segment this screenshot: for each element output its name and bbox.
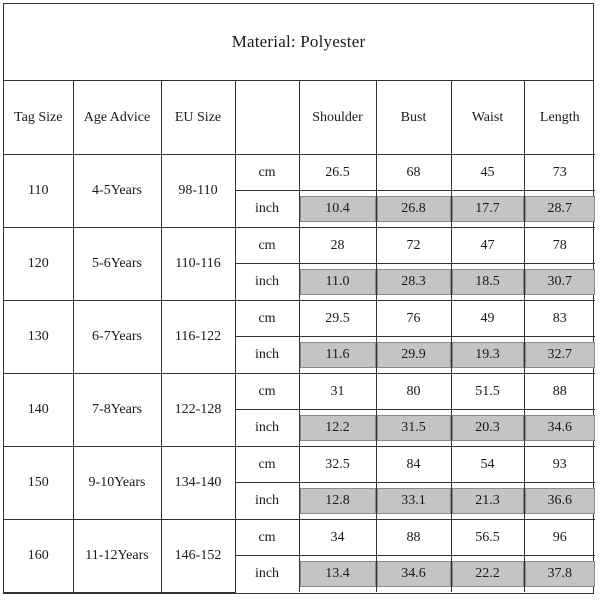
eu-size-cell: 116-122 (161, 301, 235, 374)
header-eu-size: EU Size (161, 81, 235, 155)
shoulder-inch-value: 11.6 (300, 342, 376, 368)
shoulder-inch-cell (299, 191, 376, 228)
table-row-cm (4, 520, 595, 556)
length-inch-value: 28.7 (525, 196, 596, 222)
shoulder-inch-cell (299, 556, 376, 593)
unit-inch-cell: inch (235, 483, 299, 520)
length-cm-cell: 73 (524, 155, 595, 191)
size-chart (3, 3, 594, 594)
age-advice-cell: 9-10Years (73, 447, 161, 520)
unit-cm-cell: cm (235, 447, 299, 483)
age-advice-cell: 11-12Years (73, 520, 161, 593)
bust-inch-value: 31.5 (377, 415, 451, 441)
unit-inch-cell: inch (235, 191, 299, 228)
header-age-advice: Age Advice (73, 81, 161, 155)
waist-inch-cell (451, 191, 524, 228)
length-inch-cell (524, 337, 595, 374)
unit-inch-cell: inch (235, 337, 299, 374)
length-inch-cell (524, 556, 595, 593)
age-advice-cell: 4-5Years (73, 155, 161, 228)
bust-inch-value: 33.1 (377, 488, 451, 514)
waist-cm-cell: 45 (451, 155, 524, 191)
waist-inch-cell (451, 337, 524, 374)
length-cm-cell: 96 (524, 520, 595, 556)
eu-size-cell: 134-140 (161, 447, 235, 520)
bust-inch-cell (376, 483, 451, 520)
tag-size-cell: 110 (4, 155, 73, 228)
bust-cm-cell: 68 (376, 155, 451, 191)
waist-cm-cell: 49 (451, 301, 524, 337)
header-unit (235, 81, 299, 155)
unit-inch-cell: inch (235, 556, 299, 593)
eu-size-cell: 110-116 (161, 228, 235, 301)
length-inch-cell (524, 483, 595, 520)
bust-inch-cell (376, 191, 451, 228)
length-cm-cell: 88 (524, 374, 595, 410)
shoulder-inch-value: 12.8 (300, 488, 376, 514)
waist-inch-cell (451, 264, 524, 301)
length-cm-cell: 83 (524, 301, 595, 337)
shoulder-inch-cell (299, 483, 376, 520)
age-advice-cell: 7-8Years (73, 374, 161, 447)
bust-cm-cell: 80 (376, 374, 451, 410)
tag-size-cell: 150 (4, 447, 73, 520)
unit-inch-cell: inch (235, 264, 299, 301)
waist-inch-value: 20.3 (452, 415, 524, 441)
waist-inch-value: 22.2 (452, 561, 524, 587)
table-row-cm (4, 155, 595, 191)
header-bust: Bust (376, 81, 451, 155)
bust-cm-cell: 84 (376, 447, 451, 483)
unit-cm-cell: cm (235, 228, 299, 264)
bust-cm-cell: 88 (376, 520, 451, 556)
tag-size-cell: 140 (4, 374, 73, 447)
size-table (4, 81, 595, 593)
bust-inch-value: 26.8 (377, 196, 451, 222)
bust-inch-cell (376, 264, 451, 301)
bust-inch-value: 34.6 (377, 561, 451, 587)
length-inch-value: 32.7 (525, 342, 596, 368)
eu-size-cell: 122-128 (161, 374, 235, 447)
eu-size-cell: 98-110 (161, 155, 235, 228)
length-inch-cell (524, 264, 595, 301)
header-row (4, 81, 595, 155)
shoulder-inch-value: 12.2 (300, 415, 376, 441)
tag-size-cell: 120 (4, 228, 73, 301)
unit-cm-cell: cm (235, 301, 299, 337)
header-tag-size: Tag Size (4, 81, 73, 155)
shoulder-cm-cell: 29.5 (299, 301, 376, 337)
waist-inch-cell (451, 410, 524, 447)
eu-size-cell: 146-152 (161, 520, 235, 593)
tag-size-cell: 130 (4, 301, 73, 374)
bust-inch-cell (376, 337, 451, 374)
material-title: Material: Polyester (4, 4, 593, 81)
age-advice-cell: 5-6Years (73, 228, 161, 301)
header-waist: Waist (451, 81, 524, 155)
bust-cm-cell: 76 (376, 301, 451, 337)
table-row-cm (4, 447, 595, 483)
length-inch-value: 34.6 (525, 415, 596, 441)
unit-cm-cell: cm (235, 520, 299, 556)
table-row-cm (4, 301, 595, 337)
shoulder-inch-value: 13.4 (300, 561, 376, 587)
shoulder-inch-cell (299, 337, 376, 374)
bust-inch-cell (376, 556, 451, 593)
waist-cm-cell: 51.5 (451, 374, 524, 410)
length-cm-cell: 93 (524, 447, 595, 483)
table-row-cm (4, 374, 595, 410)
shoulder-cm-cell: 32.5 (299, 447, 376, 483)
length-inch-value: 36.6 (525, 488, 596, 514)
length-inch-value: 30.7 (525, 269, 596, 295)
waist-inch-value: 18.5 (452, 269, 524, 295)
waist-inch-value: 19.3 (452, 342, 524, 368)
waist-cm-cell: 56.5 (451, 520, 524, 556)
length-inch-cell (524, 191, 595, 228)
unit-cm-cell: cm (235, 374, 299, 410)
header-shoulder: Shoulder (299, 81, 376, 155)
tag-size-cell: 160 (4, 520, 73, 593)
bust-inch-value: 29.9 (377, 342, 451, 368)
length-inch-value: 37.8 (525, 561, 596, 587)
bust-inch-cell (376, 410, 451, 447)
shoulder-inch-cell (299, 264, 376, 301)
waist-inch-value: 21.3 (452, 488, 524, 514)
length-cm-cell: 78 (524, 228, 595, 264)
shoulder-cm-cell: 26.5 (299, 155, 376, 191)
bust-cm-cell: 72 (376, 228, 451, 264)
unit-inch-cell: inch (235, 410, 299, 447)
unit-cm-cell: cm (235, 155, 299, 191)
waist-inch-value: 17.7 (452, 196, 524, 222)
bust-inch-value: 28.3 (377, 269, 451, 295)
shoulder-cm-cell: 34 (299, 520, 376, 556)
shoulder-inch-cell (299, 410, 376, 447)
table-row-cm (4, 228, 595, 264)
age-advice-cell: 6-7Years (73, 301, 161, 374)
waist-cm-cell: 54 (451, 447, 524, 483)
waist-inch-cell (451, 483, 524, 520)
shoulder-inch-value: 10.4 (300, 196, 376, 222)
shoulder-inch-value: 11.0 (300, 269, 376, 295)
length-inch-cell (524, 410, 595, 447)
shoulder-cm-cell: 31 (299, 374, 376, 410)
waist-cm-cell: 47 (451, 228, 524, 264)
waist-inch-cell (451, 556, 524, 593)
shoulder-cm-cell: 28 (299, 228, 376, 264)
header-length: Length (524, 81, 595, 155)
